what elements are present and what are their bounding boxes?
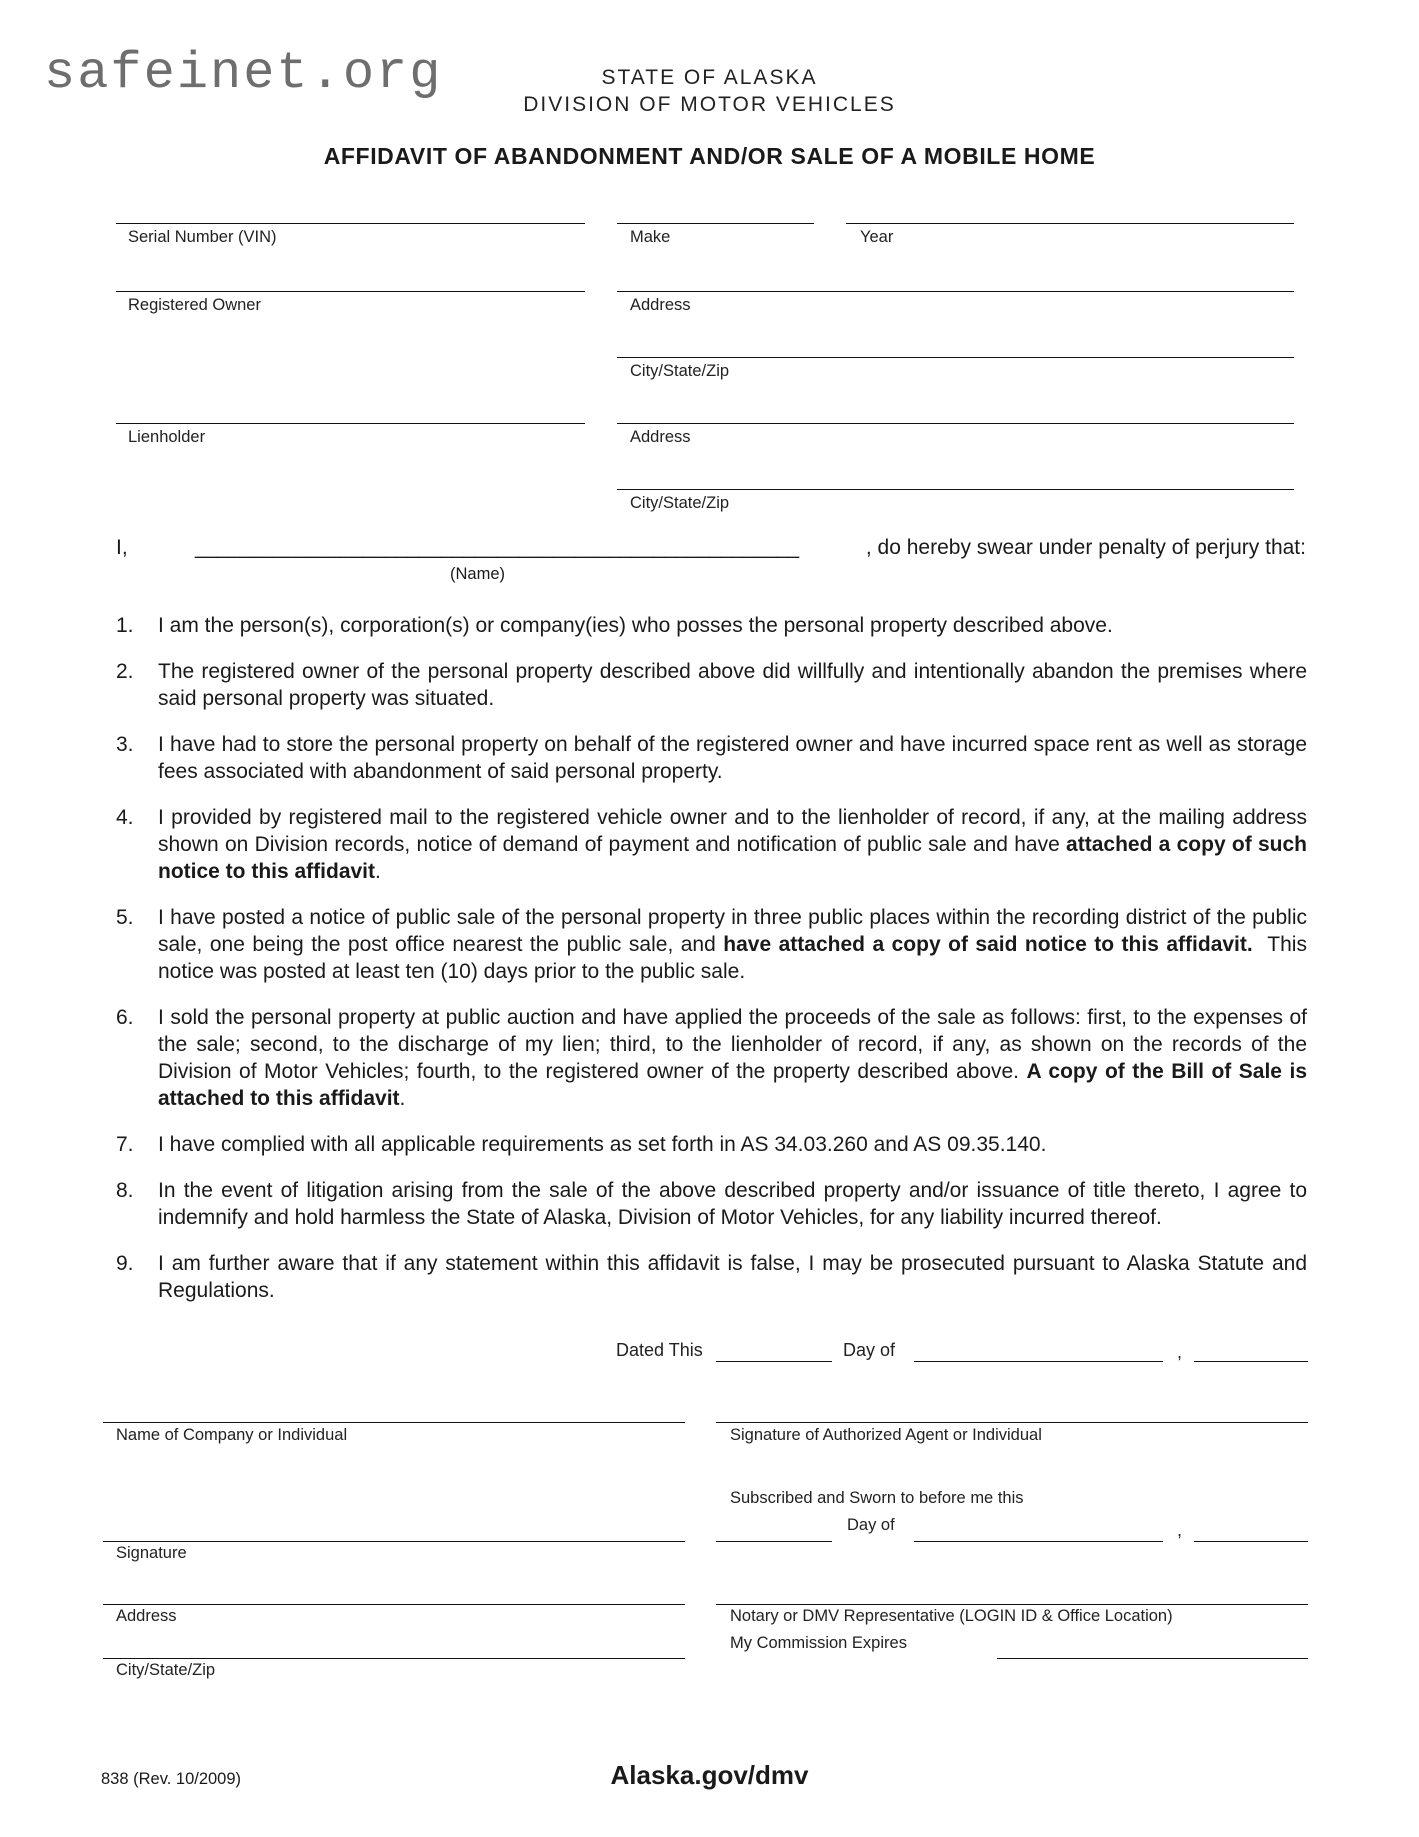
website-link[interactable]: Alaska.gov/dmv (610, 1760, 809, 1790)
item-text: The registered owner of the personal property described above did willfully and intentionally abandon the premises where said personal property was situated. (158, 660, 1307, 710)
dated-month-field[interactable] (914, 1361, 1163, 1362)
swear-prefix: I, (116, 536, 128, 559)
dated-day-field[interactable] (716, 1361, 832, 1362)
item-text: I have complied with all applicable requirements as set forth in AS 34.03.260 and AS 09.35.140. (158, 1133, 1047, 1156)
item-number: 3. (116, 733, 134, 756)
owner-city-state-zip-field[interactable] (617, 357, 1294, 358)
item-number: 7. (116, 1133, 134, 1156)
form-id: 838 (Rev. 10/2009) (101, 1770, 242, 1788)
item-bold-text: have attached a copy of said notice to this affidavit. (723, 933, 1253, 956)
list-item (116, 731, 1307, 785)
list-item (116, 658, 1307, 712)
sworn-month-field[interactable] (914, 1541, 1163, 1542)
owner-city-state-zip-label: City/State/Zip (630, 362, 730, 380)
commission-expires-field[interactable] (997, 1658, 1308, 1659)
owner-address-field[interactable] (617, 291, 1294, 292)
item-text-end: . (399, 1087, 406, 1110)
lien-city-state-zip-label: City/State/Zip (630, 494, 730, 512)
item-number: 4. (116, 806, 134, 829)
dated-this-label: Dated This (616, 1340, 703, 1360)
header-state: STATE OF ALASKA (601, 66, 818, 89)
notary-field[interactable] (716, 1604, 1308, 1605)
dated-comma: , (1177, 1342, 1183, 1362)
lien-address-field[interactable] (617, 423, 1294, 424)
item-text: I sold the personal property at public auction and have applied the proceeds of the sale as follows: first, to the expenses of the sale; second, to the discharge of my lien; third, to the lienholder of record, if any, as shown on the records of the Division of Motor Vehicles; fourth, to the registered owner of the property described above. (158, 1006, 1307, 1083)
serial-number-label: Serial Number (VIN) (128, 228, 277, 246)
item-text: I have posted a notice of public sale of the personal property in three public places within the recording district of the public sale, one being the post office nearest the public sale, and (158, 906, 1307, 956)
city-state-zip-field[interactable] (103, 1658, 685, 1659)
item-bold-text: A copy of the Bill of Sale is attached to this affidavit (158, 1060, 1307, 1110)
serial-number-field[interactable] (116, 223, 585, 224)
item-number: 1. (116, 614, 134, 637)
item-text-end: . (375, 860, 381, 883)
lienholder-label: Lienholder (128, 428, 206, 446)
item-text: I am the person(s), corporation(s) or company(ies) who posses the personal property described above. (158, 614, 1113, 637)
list-item (116, 1250, 1307, 1304)
registered-owner-label: Registered Owner (128, 296, 261, 314)
item-text-end: This notice was posted at least ten (10) days prior to the public sale. (158, 933, 1313, 983)
commission-label: My Commission Expires (730, 1634, 907, 1652)
lien-city-state-zip-field[interactable] (617, 489, 1294, 490)
list-item (116, 1177, 1307, 1231)
page-title: AFFIDAVIT OF ABANDONMENT AND/OR SALE OF A MOBILE HOME (323, 143, 1096, 169)
company-name-label: Name of Company or Individual (116, 1426, 348, 1444)
item-number: 6. (116, 1006, 134, 1029)
affidavit-items (116, 612, 1313, 1323)
authorized-signature-field[interactable] (716, 1422, 1308, 1423)
notary-label: Notary or DMV Representative (LOGIN ID & Office Location) (730, 1607, 1173, 1625)
company-name-field[interactable] (103, 1422, 685, 1423)
list-item (116, 804, 1307, 885)
swear-suffix: , do hereby swear under penalty of perjury that: (865, 536, 1306, 559)
day-of-label: Day of (843, 1340, 896, 1360)
name-label: (Name) (450, 565, 506, 583)
year-label: Year (860, 228, 894, 246)
item-text: I provided by registered mail to the registered vehicle owner and to the lienholder of record, if any, at the mailing address shown on Division records, notice of demand of payment and notification of public sale and have (158, 806, 1307, 856)
authorized-signature-label: Signature of Authorized Agent or Individual (730, 1426, 1042, 1444)
subscribed-label: Subscribed and Sworn to before me this (730, 1489, 1024, 1507)
swear-statement (116, 536, 1306, 560)
lien-address-label: Address (630, 428, 691, 446)
make-label: Make (630, 228, 671, 246)
sworn-day-of-label: Day of (847, 1516, 895, 1534)
address-field[interactable] (103, 1604, 685, 1605)
city-state-zip-label: City/State/Zip (116, 1661, 216, 1679)
address-label: Address (116, 1607, 177, 1625)
item-bold-text: attached a copy of such notice to this affidavit (158, 833, 1307, 883)
lienholder-field[interactable] (116, 423, 585, 424)
item-number: 2. (116, 660, 134, 683)
item-number: 5. (116, 906, 134, 929)
sworn-year-field[interactable] (1194, 1541, 1308, 1542)
make-field[interactable] (617, 223, 814, 224)
item-text: I have had to store the personal property on behalf of the registered owner and have incurred space rent as well as storage fees associated with abandonment of said personal property. (158, 733, 1307, 783)
list-item (116, 1131, 1307, 1158)
signature-label: Signature (116, 1544, 187, 1562)
list-item (116, 612, 1307, 639)
year-field[interactable] (846, 223, 1294, 224)
registered-owner-field[interactable] (116, 291, 585, 292)
signature-field[interactable] (103, 1541, 685, 1542)
owner-address-label: Address (630, 296, 691, 314)
item-text: In the event of litigation arising from the sale of the above described property and/or issuance of title thereto, I agree to indemnify and hold harmless the State of Alaska, Division of Motor Vehicles, for any liability incurred thereof. (158, 1179, 1307, 1229)
list-item (116, 904, 1313, 985)
item-number: 9. (116, 1252, 134, 1275)
item-number: 8. (116, 1179, 134, 1202)
sworn-comma: , (1177, 1520, 1183, 1540)
list-item (116, 1004, 1307, 1112)
header-division: DIVISION OF MOTOR VEHICLES (523, 93, 896, 116)
item-text: I am further aware that if any statement within this affidavit is false, I may be prosecuted pursuant to Alaska Statute and Regulations. (158, 1252, 1307, 1302)
name-blank[interactable]: ______________________________________________________ (194, 536, 799, 559)
watermark: safeinet.org (44, 44, 443, 103)
dated-year-field[interactable] (1194, 1361, 1308, 1362)
sworn-day-field[interactable] (716, 1541, 832, 1542)
